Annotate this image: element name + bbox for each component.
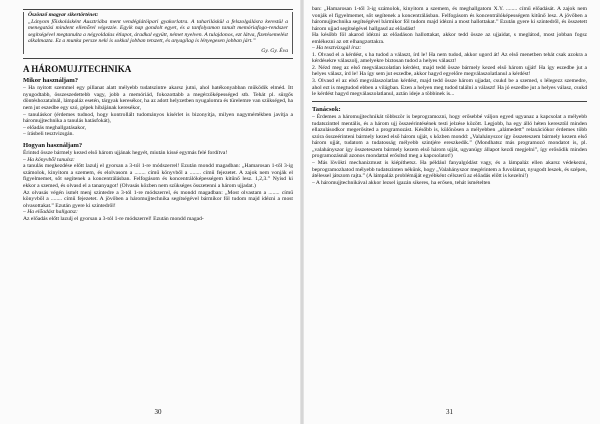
- page-number-right: 31: [446, 408, 453, 416]
- book-text-2: Az olvasás végén ismét menj szintedre a 3-tól 1-re módszerrel, és mondd magadban: „Most olvastam a ........ című könyvből a ........ című fejezetet. A jövőben a háromujjtechnika segítségével bármikor föl tudom majd idézni a most olvasottakat.” Ezután gyere ki szintedről!: [23, 189, 293, 209]
- section-title: A HÁROMUJJTECHNIKA: [23, 64, 132, 75]
- bottom-rule: [23, 58, 293, 59]
- book-gutter: [300, 0, 304, 424]
- top-rule: [23, 9, 293, 10]
- test-step: 1. Olvasd el a kérdést, s ha tudod a választ, írd le! Ha nem tudod, akkor ugord át! Az első menetben tehát csak azokra a kérdésekre válaszolj, amelyekre biztosan tudod a helyes választ!: [312, 51, 587, 65]
- heading-when: Mikor használjam?: [23, 76, 79, 84]
- recall-text: Ha később föl akarod idézni az előadáson hallottakat, akkor tedd össze az ujjaidat, s meglátod, most jobban fogsz emlékezni az ott elhangzottakra.: [312, 32, 587, 45]
- when-text: – Ha nyitott szemmel egy pillanat alatt mélyebb tudatszintre akarsz jutni, ahol hatékonyabban működik elméd. Itt nyugodtabb, összeszedettebb vagy, jobb a memóriád, fokozottabb a megérzőképességed stb. Tehát pl. sürgős döntéshozatalnál, lámpaláz esetén, tárgyak keresékor, ha az adott helyzetben nyugalomra és türelemre van szükséged, ha nem jut eszedbe egy szó, gépek hibájának keresékor,: [23, 85, 293, 112]
- page-number-left: 30: [154, 408, 162, 416]
- story-text: „Lányom főiskolásként Ausztriába ment vendéglátóipari gyakorlatra. A tahariláskül a felszolgálásra kerestül a menegatási mindent ellenőrel végezzie. Egyik nap gondolt egyet, és a tanfolyamon tanult memóriafogo-rendszer segítségével megtanulta a négyoldalas étlapot, áradkal együtt, német nyelven. A tulajdonos, ezt látva, fizetésemelést alkalmazta. Ez a munka persze neki is sokkal jobban tetszett, és anyagilag is lényegesen jobban járt.”: [28, 18, 288, 45]
- right-page: [312, 6, 587, 416]
- story-title: Öszönző magyar sikertörténet:: [28, 12, 99, 18]
- when-list-item: – előadás meghallgatásakor,: [23, 124, 86, 131]
- test-step: 2. Nézd meg az első megválaszolatlan kérdést, majd tedd össze bármely kezed első három ujját! Ha így eszedbe jut a helyes válasz, írd le! Ha így sem jut eszedbe, akkor hagyd egyelőre megválaszolatlanul a kérdést!: [312, 64, 587, 78]
- tip-text: – Más lövökti mechanizmust is kiépíthetsz. Ha például fanyalgódást vagy, és a lámpaláz ellen akarsz védekezni, beprogramozhatod mélyebb tudatszinten nékünk, hogy „Valahányszor megérintem a fuvolámat, nyugodt leszek, és szépen, átélessel játszom rajta.” (A lámpaláz problémáját egyébként célszerű az előadás előtt is kezelni!): [312, 160, 587, 180]
- lecture-continued: ban: „Hamarosan 1-től 3-ig számolok, kinyitom a szemem, és meghallgatom X.Y. ........ című előadását. A zajok nem vonják el figyelmemet, sőt segítenek a koncentrálásban. Felfogásom és koncentrálóképességem kitűnő lesz. A jövőben a háromujjtechnika segítségével bármikor föl tudom majd idézni a most hallottakat.” Ezután gyere ki szintedről, és összetett három ujjad segítségével hallgasd az előadást!: [312, 6, 587, 32]
- test-label: – Ha tesztvizsgál írsz:: [312, 45, 362, 52]
- how-text: Érintsd össze bármely kezed első három ujjának hegyét, miután kissé egymás felé fordítva!: [23, 150, 228, 157]
- heading-how: Hogyan használjam?: [23, 141, 83, 149]
- book-text: a tanulás megkezdése előtt lazulj el gyorsan a 3-tól 1-re módszerrel! Ezután mondd magadban: „Hamarosan 1-től 3-ig számolok, kinyitom a szemem, és elolvasom a ........ című könyvből a ........ című fejezetet. A zajok nem vonják el figyelmemet, sőt segítenek a koncentrálásban. Felfogásom és koncentrálóképességem kitűnő lesz. 1,2,3.” Nyisd ki ekkor a szemed, és olvasd el a tananyagot! (Olvasás közben nem szükséges összetenni a három ujjadat.): [23, 163, 293, 190]
- tip-text: – A háromujjtechnikával akkor lezsel igazán sikeres, ha erősen, tehát ismételten: [312, 179, 491, 186]
- left-page: [23, 6, 293, 416]
- heading-tips: Tanácsok:: [312, 105, 341, 113]
- lecture-label: – Ha előadást hallgatsz:: [23, 209, 78, 216]
- story-signature: Gy. Gy. Éva: [261, 47, 288, 54]
- test-step: 3. Olvasd el az első megválaszolatlan kérdést, majd tedd össze három ujjadat, csukd be a szemed, s lélegezz szemedre, ahol ezt is megtudod ebben a világban. Ezen a helyen meg tudod találni a választ! Ha jó eszedbe jut a helyes válasz, csukd le kérdést hagyd megválaszolatlanul, aztán ideje a többinek is...: [312, 78, 587, 98]
- success-story-box: [23, 12, 293, 54]
- tip-text: – Érdemes a háromujjtechnikát többször is beprogramozni, hogy erősebbé váljon egyed ugyanaz a kapcsolat a mélyebb tudatszinttel mentális, és a három ujj összeérintésének testi jelzése között. Legjobb, ha egy álló héten keresztül minden ellazulásodkor megerősíted a programozást. Később is, különösen a mélyebben „alámedett” relaxációkor érdemes több szóra összeérinteni bármely kezed első három ujját, s közben mondd: „Valahányszor így összeteszem bármely kezem első három ujját, tudatom a tudatosság mélyebb szintjére ereszkedik.” (Mondhatsz más programozó mondatot is, pl. „valahányszor így összeteszem bármely kezem első három ujját, ugyanúgy állapot kezdi megjelni”, így erősödik minden programozásnál azonos mondattal erősítsd meg a kapcsolatot!): [312, 114, 587, 160]
- lecture-text: Az előadás előtt lazulj el gyorsan a 3-tól 1-re módszerrel! Ezután mondd magad-: [23, 215, 204, 222]
- tips-rule: [312, 101, 587, 102]
- when-list-item: – írásbeli tesztvizsgán.: [23, 131, 74, 138]
- book-label: – Ha könyvből tanulsz:: [23, 156, 75, 163]
- when-list-item: – tanuláskor (érdemes tudnod, hogy kontrollált tudományos kísérlet is bizonyítja, milyen nagymértékben javítja a háromujjtechnika a tanulás hatásfokát),: [23, 111, 293, 125]
